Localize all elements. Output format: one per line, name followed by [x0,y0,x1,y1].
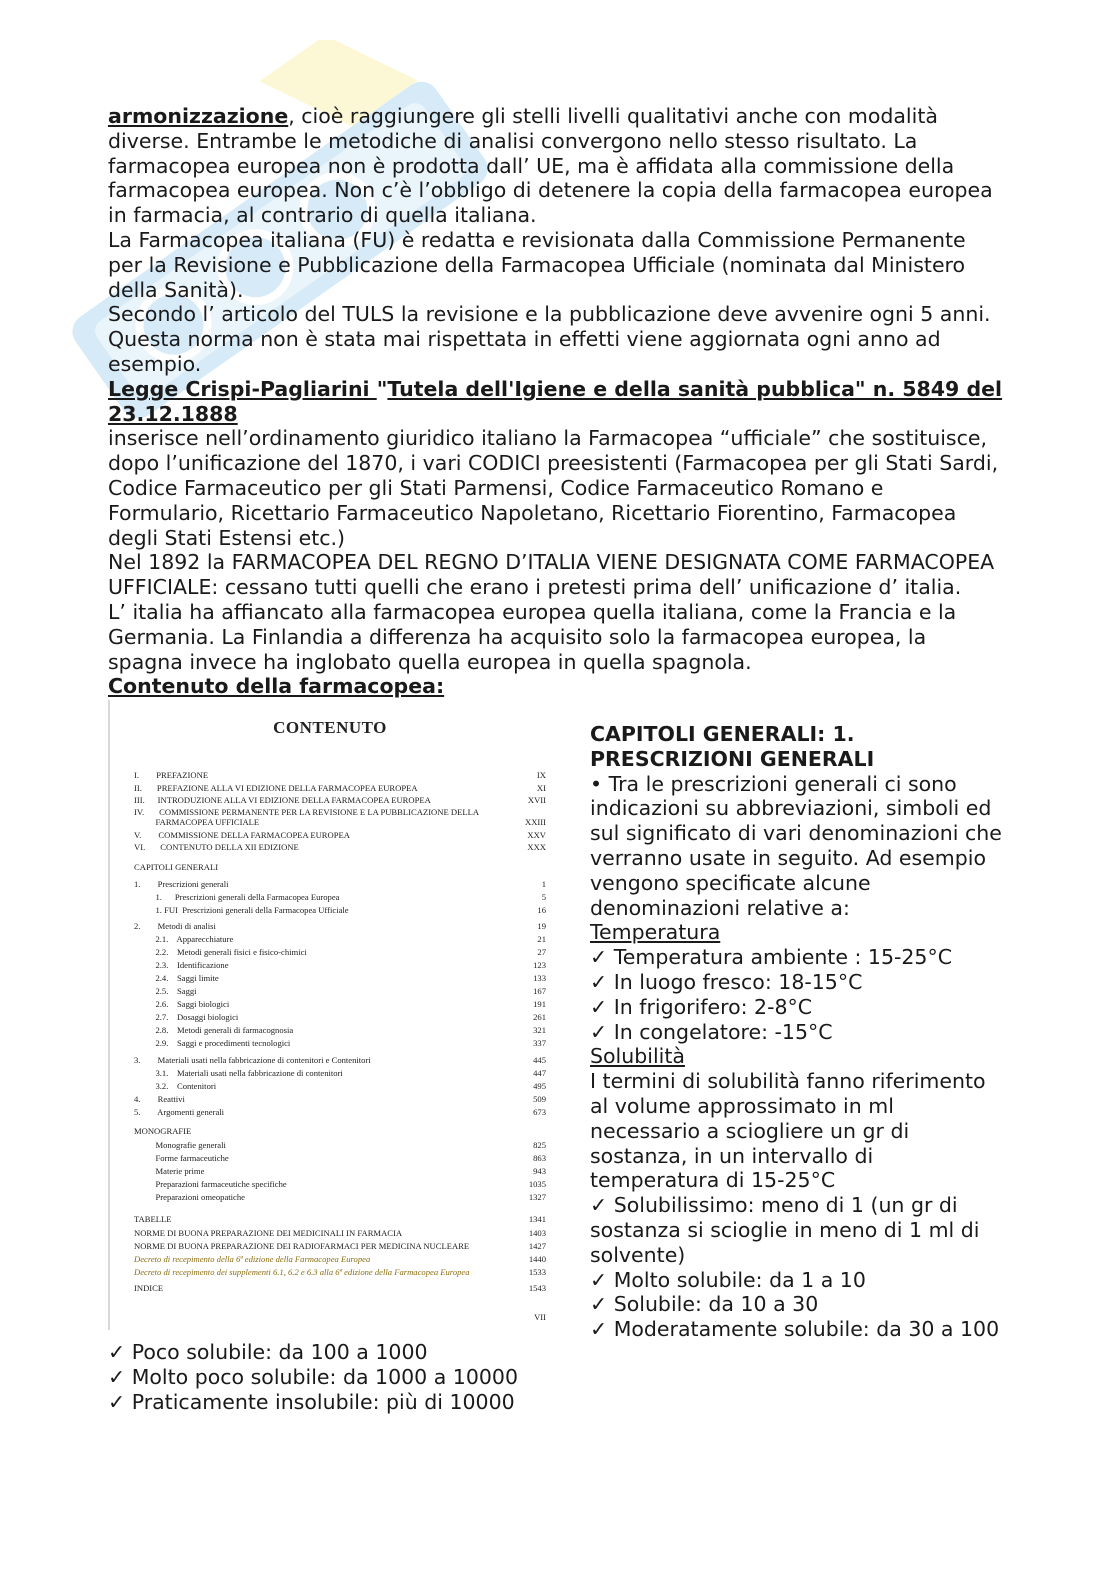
capitoli-heading [590,722,1010,772]
toc-page-number: XI [536,783,546,793]
toc-page-number: 191 [533,999,546,1009]
toc-entry: NORME DI BUONA PREPARAZIONE DEI RADIOFARMACI PER MEDICINA NUCLEARE [134,1241,470,1251]
toc-page-number: 495 [533,1081,546,1091]
law-heading [108,377,1008,427]
law-heading-part: Legge Crispi-Pagliarini [108,376,377,401]
toc-page-number: 1403 [528,1228,546,1238]
fu-line: per la Revisione e Pubblicazione della Farmacopea Ufficiale (nominata dal Ministero [108,252,966,277]
temperatura-item: ✓ In frigorifero: 2-8°C [590,994,813,1019]
toc-entry: 2.8. Metodi generali di farmacognosia [134,1025,294,1035]
toc-page-number: IX [536,770,546,780]
bullet-line: indicazioni su abbreviazioni, simboli ed [590,796,992,821]
intro-bold-term: armonizzazione [108,104,289,128]
toc-page-number: 19 [537,921,546,931]
solubilita-item: ✓ Moderatamente solubile: da 30 a 100 [590,1317,1000,1342]
toc-page-number: 123 [533,960,546,970]
intro-line: in farmacia, al contrario di quella italiana. [108,203,537,228]
regno-line: Nel 1892 la FARMACOPEA DEL REGNO D’ITALIA VIENE DESIGNATA COME FARMACOPEA [108,550,995,575]
toc-entry: INDICE [134,1283,164,1293]
capitoli-heading-line: PRESCRIZIONI GENERALI [590,746,875,771]
toc-entry: Materie prime [134,1166,205,1176]
intro-paragraph [108,104,1008,228]
toc-page-number: 1533 [528,1267,546,1277]
toc-page-number: 445 [533,1055,546,1065]
solubilita-line: necessario a sciogliere un gr di [590,1118,910,1143]
europe-line: Germania. La Finlandia a differenza ha acquisito solo la farmacopea europea, la [108,624,927,649]
toc-entry: 2.2. Metodi generali fisici e fisico-chimici [134,947,307,957]
toc-page-number: 1440 [528,1254,546,1264]
toc-page-number: 509 [533,1094,546,1104]
solubilita-list [590,1193,1010,1342]
toc-entry: I. PREFAZIONE [134,770,209,780]
law-heading-part: Tutela dell'Igiene e della sanità pubblica" n. 5849 del [387,376,1003,401]
toc-page-number: 1341 [528,1214,546,1224]
regno-line: UFFICIALE: cessano tutti quelli che erano i pretesti prima dell’ unificazione d’ italia. [108,575,962,600]
toc-page-number: 1427 [528,1241,546,1251]
toc-entry: MONOGRAFIE [134,1126,192,1136]
tuls-line: esempio. [108,351,202,376]
bullet-line: denominazioni relative a: [590,895,850,920]
toc-entry: 1. Prescrizioni generali [134,879,229,889]
toc-entry: 2. Metodi di analisi [134,921,216,931]
solubilita-item: ✓ Molto solubile: da 1 a 10 [590,1267,866,1292]
europe-line: L’ italia ha affiancato alla farmacopea europea quella italiana, come la Francia e la [108,599,957,624]
toc-page-number: 321 [533,1025,546,1035]
bottom-solubility-list [108,1340,708,1414]
law-heading-quote: " [376,376,388,401]
toc-page-number: XVII [527,795,546,805]
intro-line: farmacopea europea. Non c’è l’obbligo di detenere la copia della farmacopea europea [108,178,993,203]
fu-line: della Sanità). [108,277,244,302]
toc-page-number: 863 [533,1153,546,1163]
solubilita-line: al volume approssimato in ml [590,1093,894,1118]
bottom-item: ✓ Praticamente insolubile: più di 10000 [108,1389,515,1414]
bullet-line: sul significato di vari denominazioni che [590,821,1002,846]
contenuto-heading: Contenuto della farmacopea: [108,674,445,699]
toc-entry: 2.4. Saggi limite [134,973,219,983]
bullet-line: • Tra le prescrizioni generali ci sono [590,771,957,796]
solubilita-line: temperatura di 15-25°C [590,1168,836,1193]
solubilita-line: sostanza, in un intervallo di [590,1143,874,1168]
law-line: degli Stati Estensi etc.) [108,525,346,550]
fu-paragraph [108,228,1008,302]
toc-entry: Preparazioni farmaceutiche specifiche [134,1179,287,1189]
toc-entry: Decreto di recepimento della 6ª edizione della Farmacopea Europea [134,1254,371,1264]
toc-entry: IV. COMMISSIONE PERMANENTE PER LA REVISIONE E LA PUBBLICAZIONE DELLA [134,807,480,817]
toc-entry: 1. FUI Prescrizioni generali della Farmacopea Ufficiale [134,905,349,915]
tuls-paragraph [108,302,1008,376]
toc-entry: 3.2. Contenitori [134,1081,217,1091]
law-line: Codice Farmaceutico per gli Stati Parmensi, Codice Farmaceutico Romano e [108,475,884,500]
prescrizioni-bullet [590,772,1010,921]
toc-page-number: 261 [533,1012,546,1022]
toc-entry: Preparazioni omeopatiche [134,1192,245,1202]
document-body [108,104,1008,699]
temperatura-list [590,945,1010,1044]
toc-page-number: 1543 [528,1283,546,1293]
toc-page-number: XXIII [525,817,546,827]
solubilita-item: sostanza si scioglie in meno di 1 ml di [590,1217,980,1242]
toc-page-number: 825 [533,1140,546,1150]
toc-entry: VI. CONTENUTO DELLA XII EDIZIONE [134,842,299,852]
toc-page-number: 21 [537,934,546,944]
toc-entry: 5. Argomenti generali [134,1107,225,1117]
solubilita-label: Solubilità [590,1044,685,1069]
toc-entry: 2.9. Saggi e procedimenti tecnologici [134,1038,291,1048]
toc-entry: 3. Materiali usati nella fabbricazione di contenitori e Contenitori [134,1055,371,1065]
toc-scan-image [108,700,550,1330]
temperatura-item: ✓ Temperatura ambiente : 15-25°C [590,945,953,970]
law-heading-part: 23.12.1888 [108,401,238,426]
law-paragraph [108,426,1008,550]
toc-page-number: 943 [533,1166,546,1176]
toc-entry: 2.5. Saggi [134,986,197,996]
intro-line: , cioè raggiungere gli stelli livelli qualitativi anche con modalità [288,104,938,128]
law-line: Formulario, Ricettario Farmaceutico Napoletano, Ricettario Fiorentino, Farmacopea [108,500,957,525]
bullet-line: verranno usate in seguito. Ad esempio [590,845,987,870]
toc-entry: 2.3. Identificazione [134,960,229,970]
intro-line: farmacopea europea non è prodotta dall’ UE, ma è affidata alla commissione della [108,153,955,178]
solubilita-item: ✓ Solubilissimo: meno di 1 (un gr di [590,1193,958,1218]
temperatura-item: ✓ In congelatore: -15°C [590,1019,833,1044]
bottom-item: ✓ Molto poco solubile: da 1000 a 10000 [108,1364,519,1389]
fu-line: La Farmacopea italiana (FU) è redatta e revisionata dalla Commissione Permanente [108,227,966,252]
bottom-item: ✓ Poco solubile: da 100 a 1000 [108,1340,428,1364]
solubilita-line: I termini di solubilità fanno riferimento [590,1069,986,1094]
temperatura-item: ✓ In luogo fresco: 18-15°C [590,969,863,994]
bullet-line: vengono specificate alcune [590,870,871,895]
tuls-line: Questa norma non è stata mai rispettata in effetti viene aggiornata ogni anno ad [108,327,941,352]
bottom-list-paragraph [108,1340,708,1414]
tuls-line: Secondo l’ articolo del TULS la revisione e la pubblicazione deve avvenire ogni 5 anni. [108,302,991,327]
law-line: inserisce nell’ordinamento giuridico italiano la Farmacopea “ufficiale” che sostituisce, [108,426,988,451]
europe-paragraph [108,600,1008,674]
toc-page-number: XXX [527,842,546,852]
toc-entry: V. COMMISSIONE DELLA FARMACOPEA EUROPEA [134,830,350,840]
toc-entry: III. INTRODUZIONE ALLA VI EDIZIONE DELLA FARMACOPEA EUROPEA [134,795,431,805]
toc-page-number: 1327 [528,1192,546,1202]
toc-entry: TABELLE [134,1214,172,1224]
toc-entry: 2.7. Dosaggi biologici [134,1012,239,1022]
toc-entry: 2.1. Apparecchiature [134,934,234,944]
toc-page-number: 133 [533,973,546,983]
toc-page-number: 27 [537,947,546,957]
intro-line: diverse. Entrambe le metodiche di analisi convergono nello stesso risultato. La [108,128,918,153]
toc-entry: II. PREFAZIONE ALLA VI EDIZIONE DELLA FARMACOPEA EUROPEA [134,783,418,793]
toc-title: CONTENUTO [273,718,387,737]
contenuto-section [108,700,1008,1340]
toc-entry: Forme farmaceutiche [134,1153,229,1163]
capitoli-heading-line: CAPITOLI GENERALI: 1. [590,722,855,746]
toc-entry: CAPITOLI GENERALI [134,862,219,872]
toc-entry: 2.6. Saggi biologici [134,999,230,1009]
toc-page-number: 1035 [528,1179,546,1189]
law-line: dopo l’unificazione del 1870, i vari CODICI preesistenti (Farmacopea per gli Stati Sardi, [108,451,999,476]
toc-entry: 4. Reattivi [134,1094,185,1104]
solubilita-item: ✓ Solubile: da 10 a 30 [590,1292,819,1317]
toc-page-number: 1 [541,879,546,889]
toc-entry: 3.1. Materiali usati nella fabbricazione di contenitori [134,1068,343,1078]
toc-entry: 1. Prescrizioni generali della Farmacopea Europea [134,892,340,902]
toc-entry: Monografie generali [134,1140,226,1150]
toc-entry: NORME DI BUONA PREPARAZIONE DEI MEDICINALI IN FARMACIA [134,1228,403,1238]
solubilita-item: solvente) [590,1242,686,1267]
europe-line: spagna invece ha inglobato quella europea in quella spagnola. [108,649,752,674]
toc-page-number: 447 [533,1068,546,1078]
toc-page-number: XXV [527,830,546,840]
toc-entry: FARMACOPEA UFFICIALE [134,817,260,827]
solubilita-text [590,1069,1010,1193]
toc-page-number: 16 [537,905,546,915]
capitoli-generali-column [590,722,1010,1342]
temperatura-label: Temperatura [590,920,721,945]
toc-page-number: 673 [533,1107,546,1117]
toc-page-number: 5 [541,892,546,902]
toc-entry: Decreto di recepimento dei supplementi 6.1, 6.2 e 6.3 alla 6ª edizione della Farmacopea Europea [134,1267,470,1277]
toc-footer-page: VII [534,1312,546,1322]
toc-page-number: 167 [533,986,546,996]
regno-paragraph [108,550,1008,600]
toc-page-number: 337 [533,1038,546,1048]
